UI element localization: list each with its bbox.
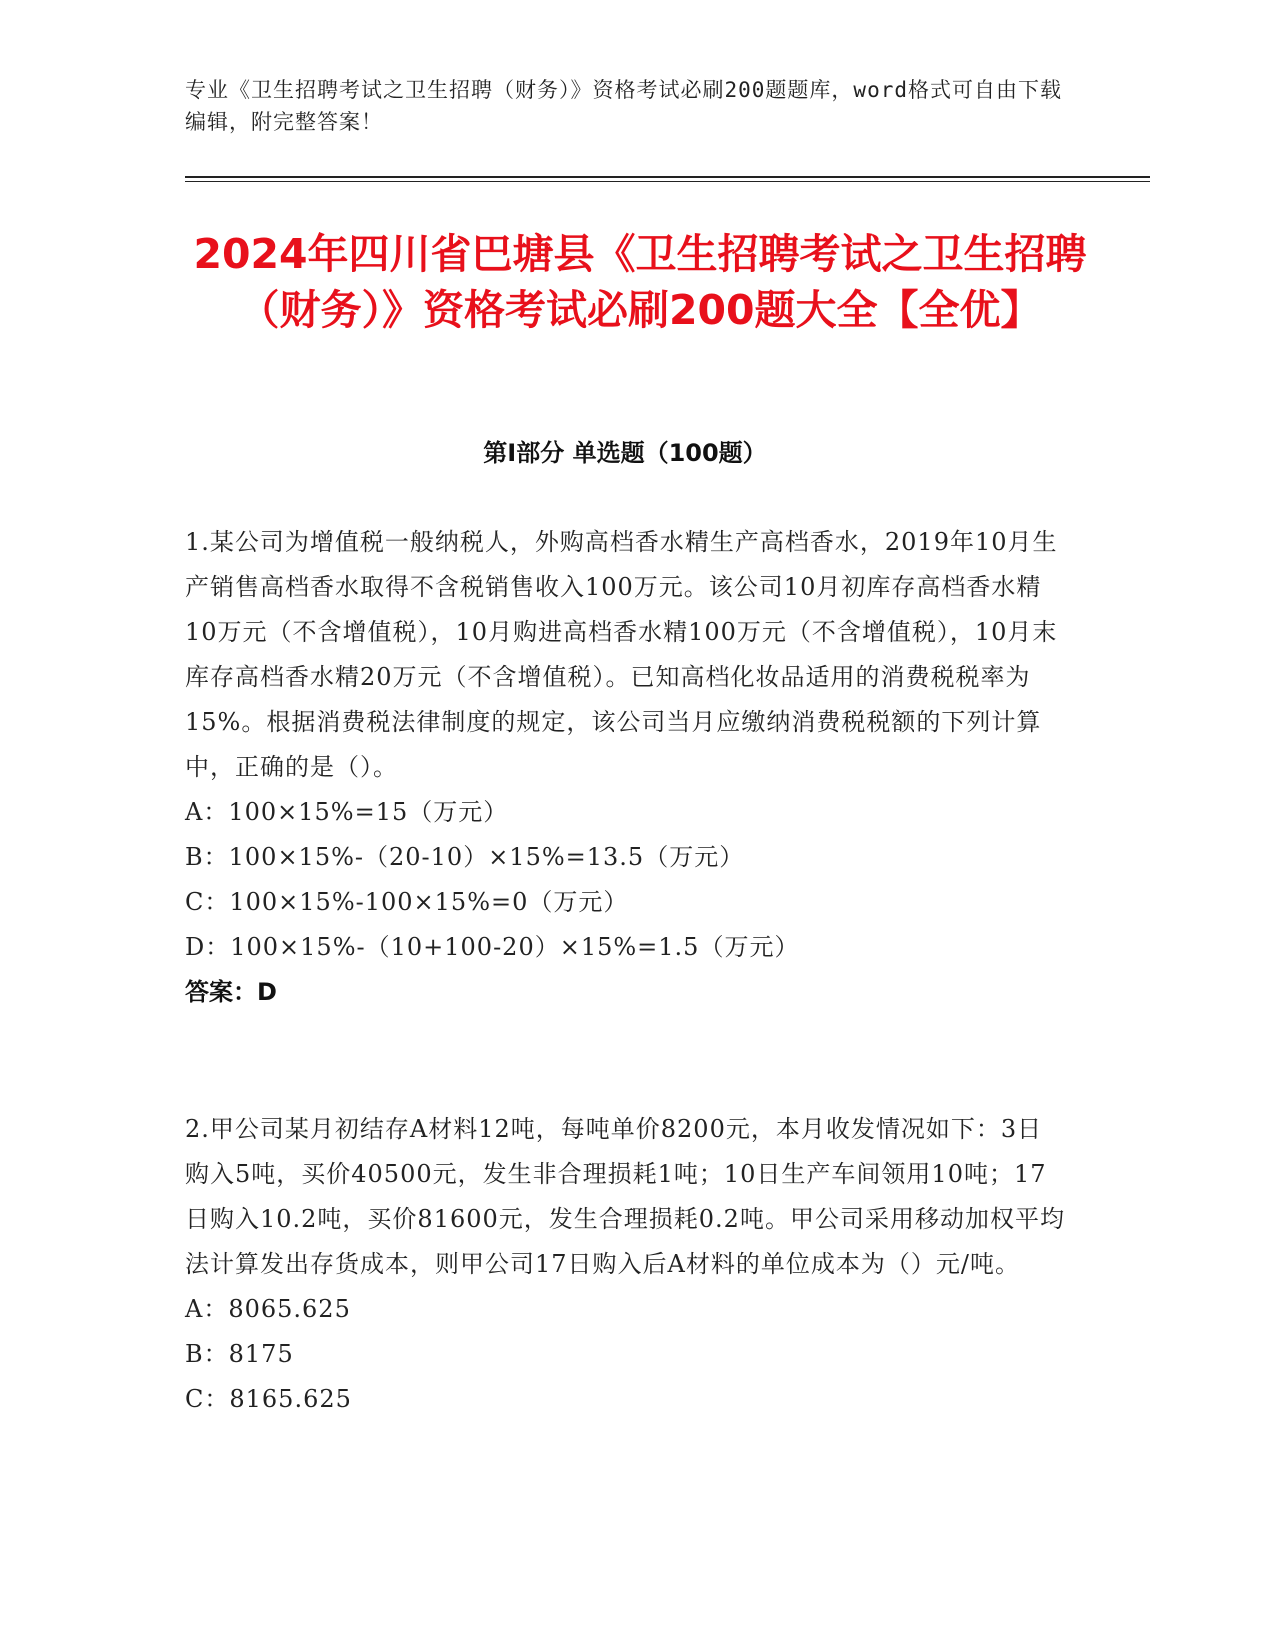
header-rule-thick [185,176,1150,178]
option-b: B：100×15%-（20-10）×15%=13.5（万元） [185,843,745,871]
option-c: C：8165.625 [185,1385,352,1413]
question-1 [185,520,1065,1015]
option-c: C：100×15%-100×15%=0（万元） [185,888,629,916]
question-stem: 2.甲公司某月初结存A材料12吨，每吨单价8200元，本月收发情况如下：3日购入5吨，买价40500元，发生非合理损耗1吨；10日生产车间领用10吨；17日购入10.2吨，买价81600元，发生合理损耗0.2吨。甲公司采用移动加权平均法计算发出存货成本，则甲公司17日购入后A材料的单位成本为（）元/吨。 [185,1115,1065,1278]
section-heading: 第I部分 单选题（100题） [483,439,767,467]
header-note: 专业《卫生招聘考试之卫生招聘（财务）》资格考试必刷200题题库，word格式可自由下载编辑，附完整答案！ [185,78,1062,134]
option-b: B：8175 [185,1340,294,1368]
header-rule-thin [185,181,1150,182]
question-2 [185,1107,1065,1422]
option-d: D：100×15%-（10+100-20）×15%=1.5（万元） [185,933,800,961]
option-a: A：100×15%=15（万元） [185,798,509,826]
question-stem: 1.某公司为增值税一般纳税人，外购高档香水精生产高档香水，2019年10月生产销售高档香水取得不含税销售收入100万元。该公司10月初库存高档香水精10万元（不含增值税），10月购进高档香水精100万元（不含增值税），10月末库存高档香水精20万元（不含增值税）。已知高档化妆品适用的消费税税率为15%。根据消费税法律制度的规定，该公司当月应缴纳消费税税额的下列计算中，正确的是（）。 [185,528,1058,781]
option-a: A：8065.625 [185,1295,351,1323]
answer-label: 答案：D [185,978,277,1006]
document-title: 2024年四川省巴塘县《卫生招聘考试之卫生招聘（财务）》资格考试必刷200题大全【全优】 [193,230,1087,334]
